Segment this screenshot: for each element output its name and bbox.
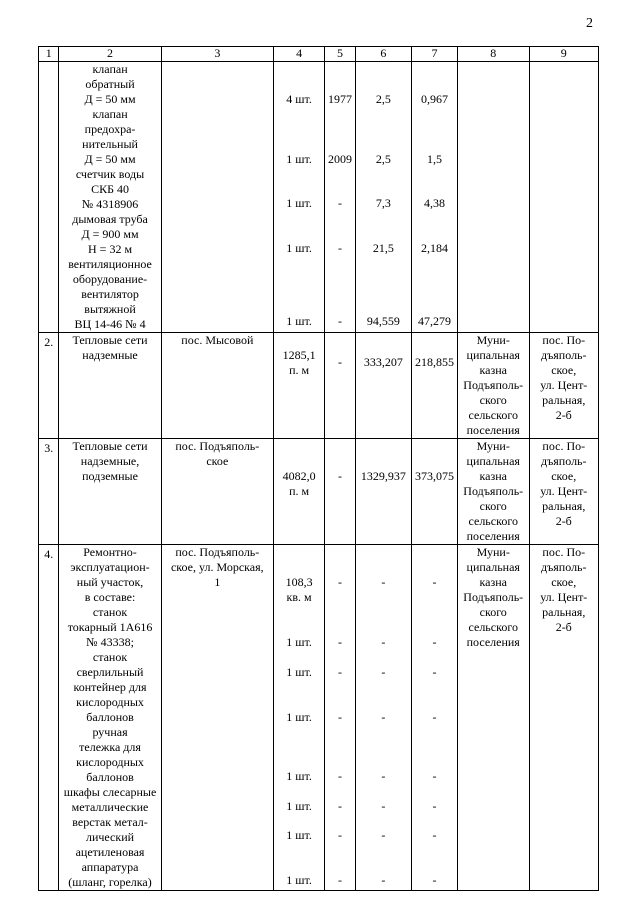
address-cell: пос. Подъяполь- ское, ул. Морская, 1 (161, 545, 273, 891)
quantity-cell: 4 шт. 1 шт. 1 шт. 1 шт. 1 шт. (274, 62, 325, 333)
row-number-cell (39, 62, 59, 333)
location-cell: пос. По- дъяполь- ское, ул. Цент- ральная, 2-б (529, 333, 599, 439)
location-cell: пос. По- дъяполь- ское, ул. Цент- ральная, 2-б (529, 439, 599, 545)
value-cell: 333,207 (355, 333, 411, 439)
row-number-cell: 2. (39, 333, 59, 439)
name-cell: Тепловые сети надземные (59, 333, 161, 439)
residual-value-cell: 373,075 (411, 439, 457, 545)
header-row (39, 47, 599, 62)
page-number: 2 (586, 16, 593, 31)
table-row (39, 333, 599, 439)
address-cell (161, 62, 273, 333)
name-cell: Тепловые сети надземные, подземные (59, 439, 161, 545)
name-cell: клапан обратный Д = 50 мм клапан предохра- нительный Д = 50 мм счетчик воды СКБ 40 № 4318906 дымовая труба Д = 900 мм Н = 32 м вентиляционное оборудование- вентилятор вытяжной ВЦ 14-46 № 4 (59, 62, 161, 333)
year-cell: - (325, 439, 356, 545)
value-cell: 2,5 2,5 7,3 21,5 94,559 (355, 62, 411, 333)
header-cell: 2 (59, 47, 161, 62)
table-row (39, 439, 599, 545)
name-cell: Ремонтно- эксплуатацион- ный участок, в составе: станок токарный 1А616 № 43338; станок сверлильный контейнер для кислородных баллонов ручная тележка для кислородных баллонов шкафы слесарные металлические верстак метал- лический ацетиленовая аппаратура (шланг, горелка) (59, 545, 161, 891)
year-cell: - - - - - - - - (325, 545, 356, 891)
quantity-cell: 1285,1 п. м (274, 333, 325, 439)
row-number-cell: 4. (39, 545, 59, 891)
header-cell: 7 (411, 47, 457, 62)
quantity-cell: 4082,0 п. м (274, 439, 325, 545)
address-cell: пос. Подъяполь- ское (161, 439, 273, 545)
location-cell (529, 62, 599, 333)
owner-cell: Муни- ципальная казна Подъяполь- ского сельского поселения (457, 439, 529, 545)
header-cell: 9 (529, 47, 599, 62)
property-table (38, 46, 599, 891)
table-row (39, 62, 599, 333)
owner-cell: Муни- ципальная казна Подъяполь- ского сельского поселения (457, 545, 529, 891)
year-cell: - (325, 333, 356, 439)
header-cell: 1 (39, 47, 59, 62)
value-cell: - - - - - - - - (355, 545, 411, 891)
row-number-cell: 3. (39, 439, 59, 545)
header-cell: 4 (274, 47, 325, 62)
year-cell: 1977 2009 - - - (325, 62, 356, 333)
value-cell: 1329,937 (355, 439, 411, 545)
owner-cell: Муни- ципальная казна Подъяполь- ского сельского поселения (457, 333, 529, 439)
header-cell: 8 (457, 47, 529, 62)
location-cell: пос. По- дъяполь- ское, ул. Цент- ральная, 2-б (529, 545, 599, 891)
address-cell: пос. Мысовой (161, 333, 273, 439)
quantity-cell: 108,3 кв. м 1 шт. 1 шт. 1 шт. 1 шт. 1 шт. 1 шт. 1 шт. (274, 545, 325, 891)
table-row (39, 545, 599, 891)
header-cell: 3 (161, 47, 273, 62)
residual-value-cell: - - - - - - - - (411, 545, 457, 891)
residual-value-cell: 218,855 (411, 333, 457, 439)
header-cell: 5 (325, 47, 356, 62)
residual-value-cell: 0,967 1,5 4,38 2,184 47,279 (411, 62, 457, 333)
owner-cell (457, 62, 529, 333)
header-cell: 6 (355, 47, 411, 62)
